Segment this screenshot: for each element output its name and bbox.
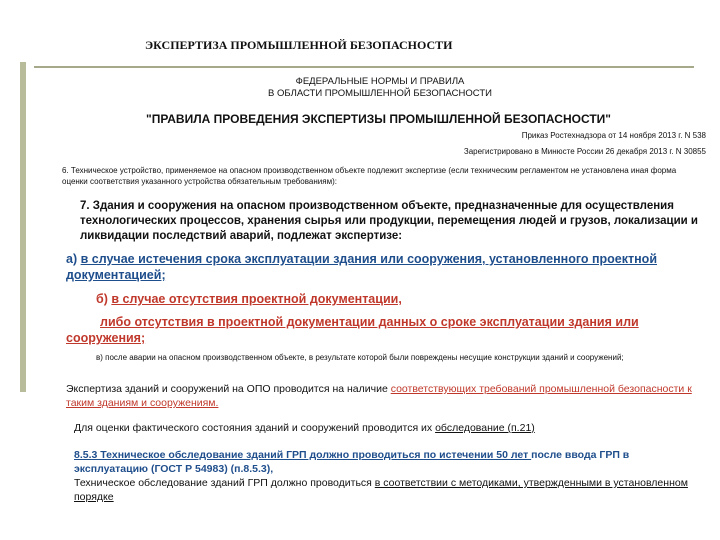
p853-term-link[interactable]: по истечении 50 лет [423,449,532,461]
registration-reference: Зарегистрировано в Минюсте России 26 декабря 2013 г. N 30855 [463,147,706,156]
item-b-prefix: б) [96,292,112,306]
survey-note-text: Для оценки фактического состояния зданий и сооружений проводится их [74,422,436,434]
survey-note [74,422,704,434]
item-a-text: в случае истечения срока эксплуатации здания или сооружения, установленного проектной документацией; [66,252,657,282]
norms-line-2: В ОБЛАСТИ ПРОМЫШЛЕННОЙ БЕЗОПАСНОСТИ [268,88,492,99]
survey-link[interactable]: обследование (п.21) [435,422,535,434]
order-reference: Приказ Ростехнадзора от 14 ноября 2013 г. N 538 [521,131,706,140]
header-divider [34,66,694,68]
p853b-methods-link[interactable]: в соответствии с методиками, утвержденными в установленном порядке [74,477,688,503]
paragraph-7: 7. Здания и сооружения на опасном производственном объекте, предназначенные для осуществления технологических процессов, хранения сырья или продукции, перемещения людей и грузов, локализации и ликвидации последствий аварий, подлежат экспертизе: [80,200,698,242]
page-title: ЭКСПЕРТИЗА ПРОМЫШЛЕННОЙ БЕЗОПАСНОСТИ [145,38,453,52]
norms-line-1: ФЕДЕРАЛЬНЫЕ НОРМЫ И ПРАВИЛА [295,76,465,87]
item-a-prefix: а) [66,252,81,266]
p853b-text: Техническое обследование зданий ГРП должно проводиться [74,477,375,489]
item-b [96,291,696,307]
paragraph-8-5-3-first [74,448,704,476]
paragraph-6: 6. Техническое устройство, применяемое на опасном производственном объекте подлежит экспертизе (если техническим регламентом не установлена иная форма оценки соответствия указанного устройства обязательным требованиям): [62,166,677,186]
item-v: в) после аварии на опасном производственном объекте, в результате которой были повреждены несущие конструкции зданий и сооружений; [96,353,624,362]
paragraph-8-5-3-second [74,476,704,504]
p853-suffix: после ввода ГРП в эксплуатацию (ГОСТ Р 54983) (п.8.5.3), [74,449,630,475]
left-accent-bar [20,62,26,392]
item-a [66,251,702,283]
expertise-note [66,382,696,410]
item-b-text: в случае отсутствия проектной документации, [111,292,402,306]
rules-title: "ПРАВИЛА ПРОВЕДЕНИЯ ЭКСПЕРТИЗЫ ПРОМЫШЛЕННОЙ БЕЗОПАСНОСТИ" [146,112,611,126]
expertise-requirements-link[interactable]: соответствующих требований промышленной безопасности к таким зданиям и сооружениям. [66,383,692,409]
p853-prefix[interactable]: 8.5.3 Техническое обследование зданий ГРП должно проводиться [74,449,424,461]
paragraph-8-5-3 [74,448,704,504]
expertise-note-text: Экспертиза зданий и сооружений на ОПО проводится на наличие [66,383,391,395]
item-b-continuation: либо отсутствия в проектной документации данных о сроке эксплуатации здания или сооружения; [66,315,639,345]
